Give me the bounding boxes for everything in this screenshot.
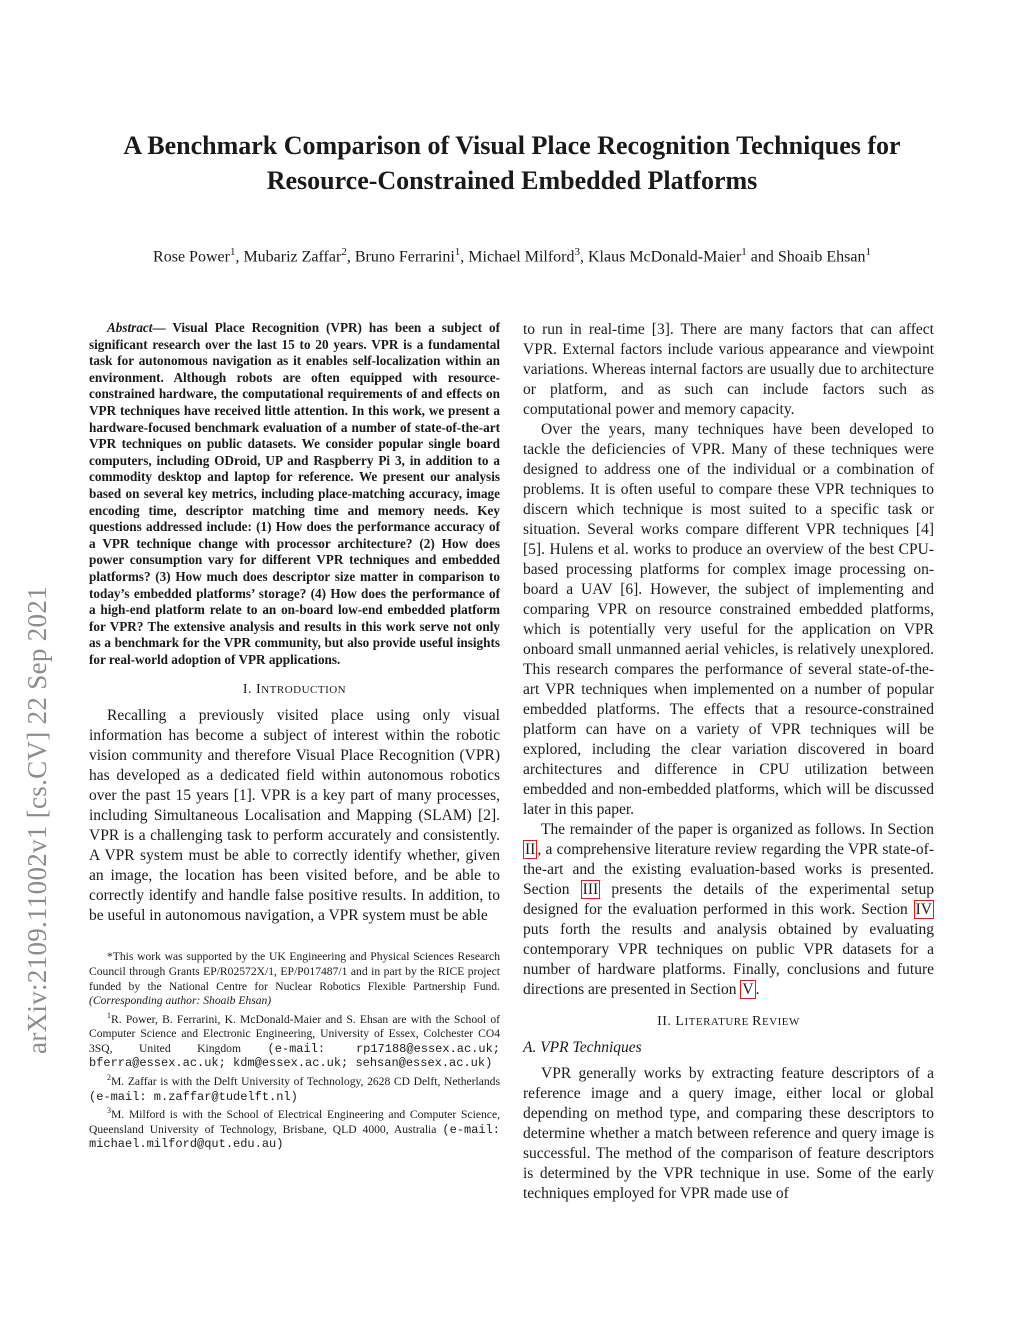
author-separator: , bbox=[460, 248, 469, 266]
section-link-v[interactable]: V bbox=[742, 981, 754, 998]
right-column bbox=[523, 320, 934, 1204]
affiliation-marker: 3 bbox=[574, 246, 580, 258]
author-name: Mubariz Zaffar bbox=[243, 248, 342, 266]
paper-title: A Benchmark Comparison of Visual Place Recognition Techniques for Resource-Constrained Embedded Platforms bbox=[123, 131, 901, 195]
author-separator: , bbox=[580, 248, 588, 266]
text-run: puts forth the results and analysis obtained by evaluating contemporary VPR techniques on public VPR datasets for a number of hardware platforms. Finally, conclusions and future directions are presented in Section bbox=[523, 921, 934, 998]
footnote-3-email: (e-mail: michael.milford@qut.edu.au) bbox=[89, 1122, 500, 1152]
section-initial: I bbox=[256, 682, 262, 698]
section-numeral: I. bbox=[242, 682, 257, 698]
abstract-label: Abstract bbox=[107, 320, 153, 335]
affiliation-marker: 1 bbox=[454, 246, 461, 258]
footnote-2-email: (e-mail: m.zaffar@tudelft.nl) bbox=[89, 1089, 298, 1104]
section-link-iii[interactable]: III bbox=[582, 881, 599, 898]
section-heading-introduction bbox=[89, 680, 500, 700]
section-link-iv[interactable]: IV bbox=[915, 901, 932, 918]
corresponding-author: (Corresponding author: Shoaib Ehsan) bbox=[89, 994, 272, 1008]
author-name: Shoaib Ehsan bbox=[777, 248, 866, 266]
abstract-text: — Visual Place Recognition (VPR) has been a subject of significant research over the last 15 to 20 years. VPR is a fundamental task for autonomous navigation as it enables self-localization within an environment. Although robots are often equipped with resource-constrained hardware, the computational requirements of and effects on VPR techniques have received little attention. In this work, we present a hardware-focused benchmark evaluation of a number of state-of-the-art VPR techniques on public datasets. We consider popular single board computers, including ODroid, UP and Raspberry Pi 3, in addition to a commodity desktop and laptop for reference. We present our analysis based on several key metrics, including place-matching accuracy, image encoding time, descriptor matching time and memory needs. Key questions addressed include: (1) How does the performance accuracy of a VPR technique change with processor architecture? (2) How does power consumption vary for different VPR techniques and embedded platforms? (3) How much does descriptor size matter in comparison to today’s embedded platforms’ storage? (4) How does the performance of a high-end platform relate to an on-board low-end embedded platform for VPR? The extensive analysis and results in this work serve not only as a benchmark for the VPR community, but also provide useful insights for real-world adoption of VPR applications. bbox=[89, 320, 500, 667]
section-initial: R bbox=[752, 1014, 762, 1029]
author-name: Klaus McDonald-Maier bbox=[588, 248, 742, 266]
footnote-3-text: M. Milford is with the School of Electrical Engineering and Computer Science, Queensland University of Technology, Brisbane, QLD 4000, Australia bbox=[89, 1107, 500, 1136]
affiliation-marker: 1 bbox=[229, 246, 236, 258]
section-title-rest: NTRODUCTION bbox=[261, 684, 347, 697]
text-run: presents the details of the experimental setup designed for the evaluation performed in this work. Section bbox=[523, 881, 934, 918]
affiliation-marker: 2 bbox=[341, 246, 347, 258]
intro-paragraph: Over the years, many techniques have been developed to tackle the deficiencies of VPR. Many of these techniques were designed to address one of the individual or a combination of problems. It is often useful to compare these VPR techniques to discern which technique is most suited to a specific task or situation. Several works compare different VPR techniques [4] [5]. Hulens et al. works to produce an overview of the best CPU-based processing platforms for complex image processing on-board a UAV [6]. However, the subject of implementing and comparing VPR on resource constrained embedded platforms, which is potentially very useful for the application on VPR onboard small unmanned aerial vehicles, is relatively unexplored. This research compares the performance of several state-of-the-art VPR techniques when implemented on a number of popular embedded platforms. The effects that a resource-constrained platform can have on a variety of VPR techniques will be explored, including the clear variation discovered in board architectures and difference in CPU utilization between embedded and non-embedded platforms, which will be discussed later in this paper. bbox=[523, 421, 934, 818]
footnote-1 bbox=[89, 1009, 500, 1071]
author-name: Michael Milford bbox=[468, 248, 575, 266]
footnotes bbox=[89, 950, 500, 1151]
affiliation-marker: 1 bbox=[865, 246, 871, 258]
author-separator: and bbox=[746, 248, 778, 266]
text-run: , a comprehensive literature review regarding the VPR state-of-the-art and the existing evaluation-based works is presented. Section bbox=[523, 841, 934, 898]
author-separator: , bbox=[346, 248, 355, 266]
footnote-support-text: *This work was supported by the UK Engineering and Physical Sciences Research Council through Grants EP/R02572X/1, EP/P017487/1 and in part by the RICE project funded by the National Centre for Nuclear Robotics Flexible Partnership Fund. bbox=[89, 950, 500, 993]
author-name: Bruno Ferrarini bbox=[354, 248, 455, 266]
footnote-support bbox=[89, 950, 500, 1008]
section-link-ii[interactable]: II bbox=[525, 841, 536, 858]
section-numeral: II. bbox=[657, 1014, 676, 1029]
literature-paragraph: VPR generally works by extracting feature descriptors of a reference image and a query image, either local or global depending on method type, and comparing these descriptors to determine whether a match between reference and query image is successful. The method of the comparison of feature descriptors is determined by the VPR technique in use. Some of the early techniques employed for VPR made use of bbox=[523, 1065, 934, 1202]
author-separator: , bbox=[235, 248, 244, 266]
section-title-rest: ITERATURE bbox=[684, 1016, 753, 1028]
footnote-2-text: M. Zaffar is with the Delft University of Technology, 2628 CD Delft, Netherlands bbox=[111, 1074, 500, 1088]
footnote-1-text: R. Power, B. Ferrarini, K. McDonald-Maier and S. Ehsan are with the School of Computer Science and Electronic Engineering, University of Essex, Colchester CO4 3SQ, United Kingdom bbox=[89, 1012, 500, 1055]
left-column bbox=[89, 320, 500, 1152]
footnote-marker: 3 bbox=[107, 1106, 111, 1116]
subsection-heading-vpr-techniques: A. VPR Techniques bbox=[523, 1039, 642, 1056]
text-run: The remainder of the paper is organized as follows. In Section bbox=[541, 821, 934, 838]
footnote-marker: 1 bbox=[107, 1010, 111, 1020]
section-title-rest: EVIEW bbox=[761, 1016, 800, 1028]
arxiv-watermark: arXiv:2109.11002v1 [cs.CV] 22 Sep 2021 bbox=[22, 586, 52, 1054]
text-run: . bbox=[755, 981, 760, 998]
footnote-1-emails: (e-mail: rp17188@essex.ac.uk; bferra@essex.ac.uk; kdm@essex.ac.uk; sehsan@essex.ac.uk) bbox=[89, 1041, 500, 1071]
paper-organization-paragraph bbox=[523, 820, 934, 1000]
intro-paragraph: Recalling a previously visited place using only visual information has become a subject of interest within the robotic vision community and therefore Visual Place Recognition (VPR) has developed as a dedicated field within autonomous robotics over the past 15 years [1]. VPR is a key part of many processes, including Simultaneous Localisation and Mapping (SLAM) [2]. VPR is a challenging task to perform accurately and consistently. A VPR system must be able to correctly identify whether, given an image, the location has been visited before, and be able to correctly identify and handle false positive results. In addition, to be useful in autonomous navigation, a VPR system must be able bbox=[89, 707, 500, 925]
section-initial: L bbox=[675, 1014, 685, 1029]
intro-paragraph-continued: to run in real-time [3]. There are many factors that can affect VPR. External factors include various appearance and viewpoint variations. Whereas internal factors are usually due to architecture or platform, and as such can include factors such as computational power and memory capacity. bbox=[523, 321, 934, 418]
footnote-2 bbox=[89, 1071, 500, 1104]
footnote-3 bbox=[89, 1104, 500, 1152]
author-name: Rose Power bbox=[153, 248, 230, 266]
author-list bbox=[40, 240, 984, 269]
affiliation-marker: 1 bbox=[741, 246, 747, 258]
abstract bbox=[89, 320, 500, 668]
section-heading-literature-review bbox=[523, 1012, 934, 1032]
footnote-marker: 2 bbox=[107, 1073, 111, 1083]
